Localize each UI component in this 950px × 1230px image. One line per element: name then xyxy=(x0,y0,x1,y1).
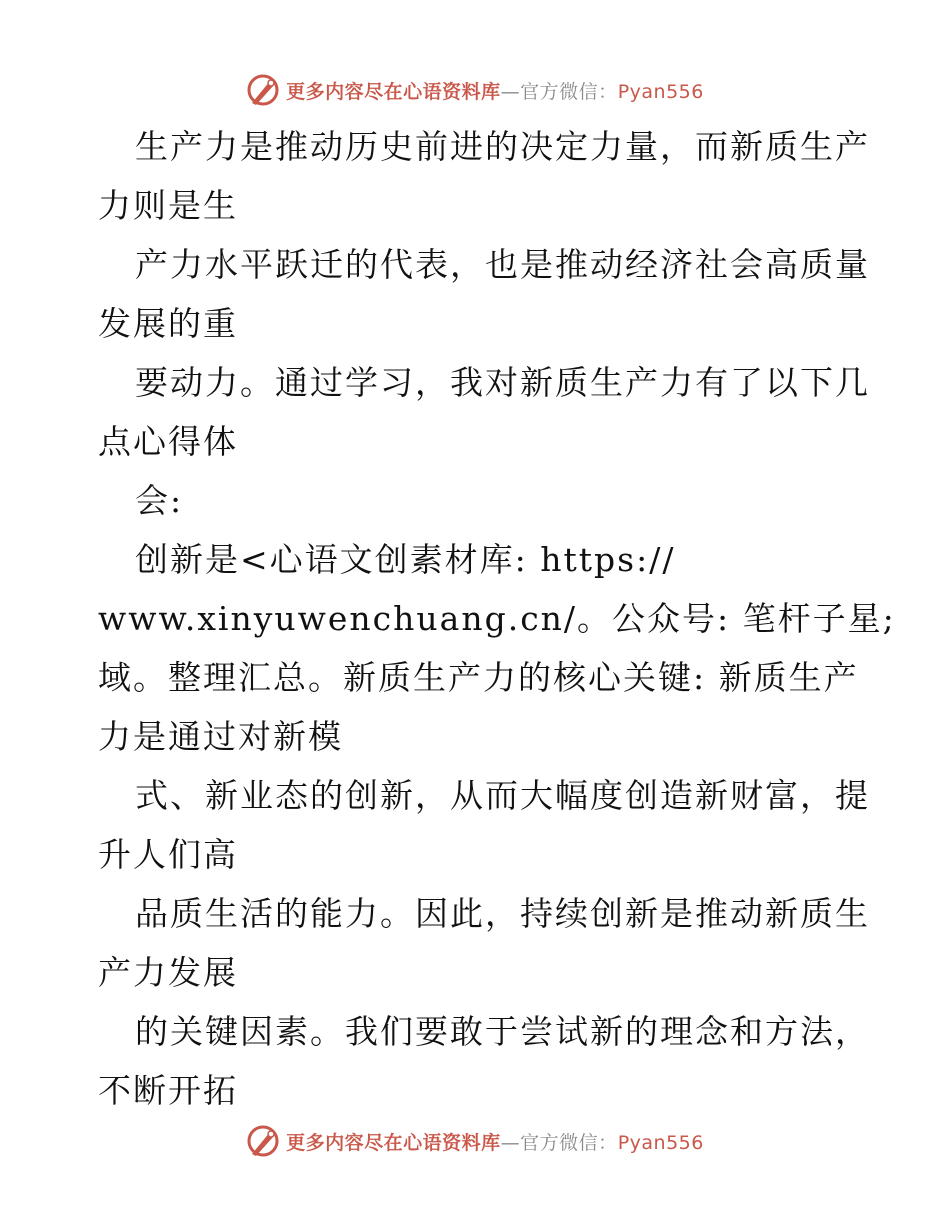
text-line: 点心得体 xyxy=(98,422,238,461)
watermark-brand: 更多内容尽在心语资料库 xyxy=(286,80,501,103)
watermark-wechat-id: Pyan556 xyxy=(617,1131,704,1154)
text-line: 品质生活的能力。因此，持续创新是推动新质生 xyxy=(135,894,870,933)
text-line: 发展的重 xyxy=(98,304,238,343)
text-line: 创新是<心语文创素材库: https:// xyxy=(135,540,676,579)
watermark-brand: 更多内容尽在心语资料库 xyxy=(286,1131,501,1154)
watermark-dash: — xyxy=(500,1131,521,1154)
text-line: 式、新业态的创新，从而大幅度创造新财富，提 xyxy=(135,776,870,815)
text-line: 要动力。通过学习，我对新质生产力有了以下几 xyxy=(135,363,870,402)
pen-logo-icon xyxy=(246,1124,280,1158)
watermark-text xyxy=(286,1128,704,1155)
document-body xyxy=(98,117,896,1120)
text-line: 生产力是推动历史前进的决定力量，而新质生产 xyxy=(135,127,870,166)
text-line: 力则是生 xyxy=(98,186,238,225)
text-line: 产力水平跃迁的代表，也是推动经济社会高质量 xyxy=(135,245,870,284)
pen-logo-icon xyxy=(246,73,280,107)
watermark-text xyxy=(286,77,704,104)
text-line: www.xinyuwenchuang.cn/。公众号: 笔杆子星; xyxy=(98,599,896,638)
text-line: 的关键因素。我们要敢于尝试新的理念和方法， xyxy=(135,1012,870,1051)
text-line: 域。整理汇总。新质生产力的核心关键: 新质生产 xyxy=(98,658,859,697)
text-line: 不断开拓 xyxy=(98,1071,238,1110)
watermark-wechat-id: Pyan556 xyxy=(617,80,704,103)
watermark-official-label: 官方微信： xyxy=(520,1131,618,1154)
footer-watermark xyxy=(0,1121,950,1161)
watermark-dash: — xyxy=(500,80,521,103)
text-line: 力是通过对新模 xyxy=(98,717,343,756)
header-watermark xyxy=(0,70,950,110)
text-line: 升人们高 xyxy=(98,835,238,874)
text-line: 会: xyxy=(135,481,184,520)
watermark-official-label: 官方微信： xyxy=(520,80,618,103)
text-line: 产力发展 xyxy=(98,953,238,992)
